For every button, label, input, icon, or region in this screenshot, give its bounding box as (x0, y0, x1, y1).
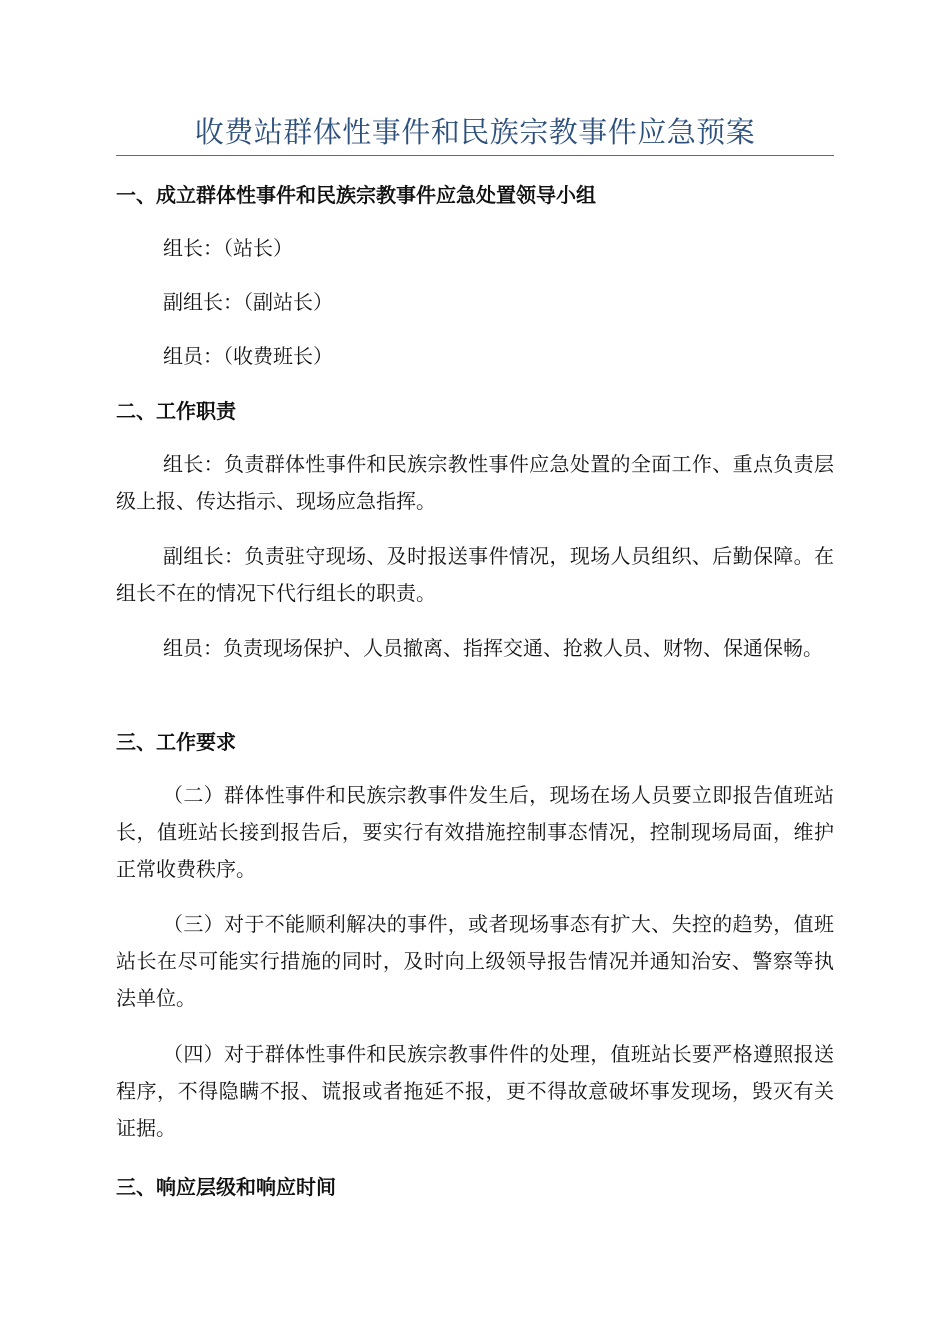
requirement-paragraph-4: （四）对于群体性事件和民族宗教事件件的处理，值班站长要严格遵照报送程序，不得隐瞒不报、谎报或者拖延不报，更不得故意破坏事发现场，毁灭有关证据。 (116, 1042, 834, 1140)
document-title: 收费站群体性事件和民族宗教事件应急预案 (194, 115, 756, 149)
member-line: 组员：（收费班长） (163, 344, 333, 368)
title-underline (116, 155, 834, 156)
requirement-paragraph-2: （二）群体性事件和民族宗教事件发生后，现场在场人员要立即报告值班站长，值班站长接到报告后，要实行有效措施控制事态情况，控制现场局面，维护正常收费秩序。 (116, 783, 834, 881)
deputy-line: 副组长：（副站长） (163, 290, 333, 314)
duty-deputy-paragraph: 副组长：负责驻守现场、及时报送事件情况，现场人员组织、后勤保障。在组长不在的情况下代行组长的职责。 (116, 544, 834, 605)
section-heading-1: 一、成立群体性事件和民族宗教事件应急处置领导小组 (116, 183, 596, 207)
duty-leader-paragraph: 组长：负责群体性事件和民族宗教性事件应急处置的全面工作、重点负责层级上报、传达指示、现场应急指挥。 (116, 452, 834, 513)
leader-line: 组长：（站长） (163, 236, 293, 260)
duty-member-paragraph: 组员：负责现场保护、人员撤离、指挥交通、抢救人员、财物、保通保畅。 (163, 636, 823, 660)
requirement-paragraph-3: （三）对于不能顺利解决的事件，或者现场事态有扩大、失控的趋势，值班站长在尽可能实行措施的同时，及时向上级领导报告情况并通知治安、警察等执法单位。 (116, 912, 834, 1010)
section-heading-2: 二、工作职责 (116, 399, 236, 423)
section-heading-4: 三、响应层级和响应时间 (116, 1175, 336, 1199)
section-heading-3: 三、工作要求 (116, 730, 236, 754)
